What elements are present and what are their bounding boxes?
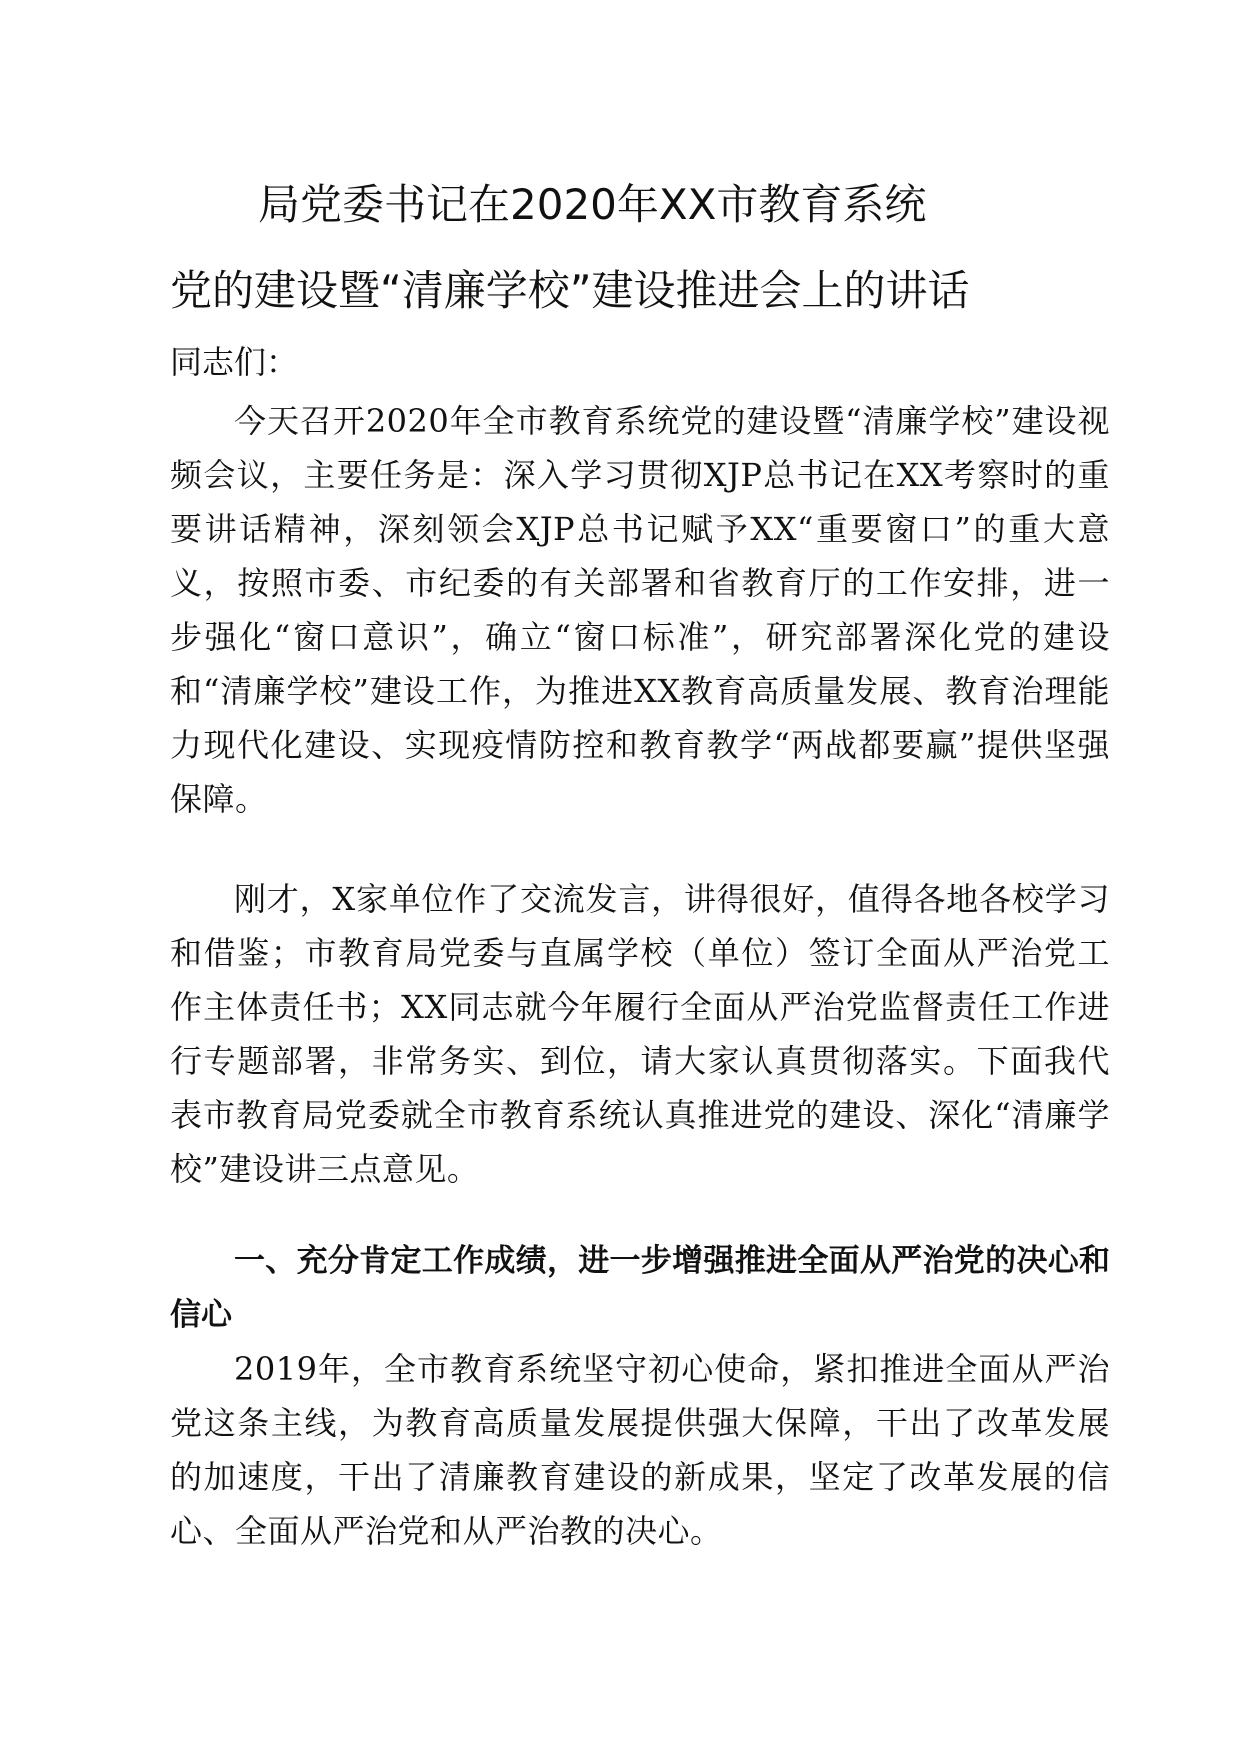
salutation: 同志们： bbox=[170, 343, 299, 381]
document-title-line-2: 党的建设暨“清廉学校”建设推进会上的讲话 bbox=[170, 266, 970, 315]
document-title-line-1: 局党委书记在2020年XX市教育系统 bbox=[258, 180, 927, 229]
body-paragraph-1: 今天召开2020年全市教育系统党的建设暨“清廉学校”建设视频会议，主要任务是：深入学习贯彻XJP总书记在XX考察时的重要讲话精神，深刻领会XJP总书记赋予XX“重要窗口”的重大意义，按照市委、市纪委的有关部署和省教育厅的工作安排，进一步强化“窗口意识”，确立“窗口标准”，研究部署深化党的建设和“清廉学校”建设工作，为推进XX教育高质量发展、教育治理能力现代化建设、实现疫情防控和教育教学“两战都要赢”提供坚强保障。 bbox=[170, 402, 1110, 818]
body-paragraph-3: 2019年，全市教育系统坚守初心使命，紧扣推进全面从严治党这条主线，为教育高质量发展提供强大保障，干出了改革发展的加速度，干出了清廉教育建设的新成果，坚定了改革发展的信心、全面从严治党和从严治教的决心。 bbox=[170, 1350, 1110, 1550]
section-heading-1: 一、充分肯定工作成绩，进一步增强推进全面从严治党的决心和信心 bbox=[170, 1243, 1110, 1333]
body-paragraph-2: 刚才，X家单位作了交流发言，讲得很好，值得各地各校学习和借鉴；市教育局党委与直属学校（单位）签订全面从严治党工作主体责任书；XX同志就今年履行全面从严治党监督责任工作进行专题部署，非常务实、到位，请大家认真贯彻落实。下面我代表市教育局党委就全市教育系统认真推进党的建设、深化“清廉学校”建设讲三点意见。 bbox=[170, 880, 1110, 1188]
